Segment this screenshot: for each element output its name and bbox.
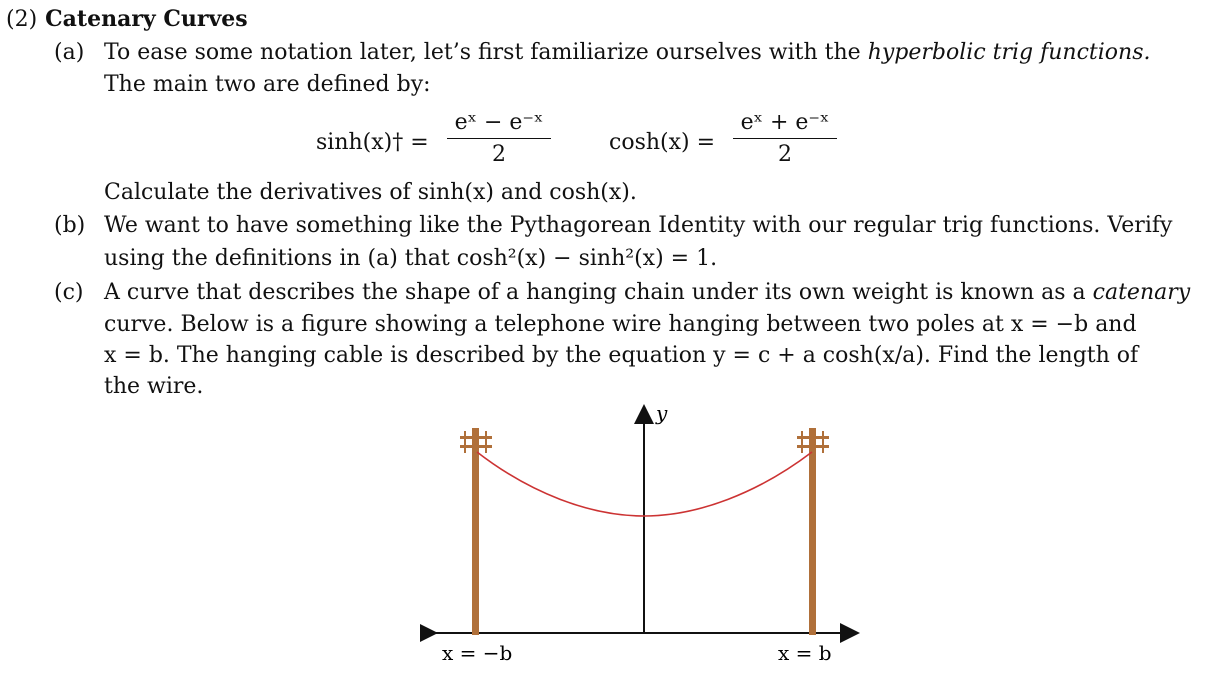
right-pole-post	[809, 428, 816, 635]
part-a-line-3: Calculate the derivatives of sinh(x) and cosh(x).	[104, 180, 637, 205]
cosh-numerator: eˣ + e⁻ˣ	[740, 110, 830, 135]
sinh-lhs: sinh(x)† =	[316, 130, 429, 155]
part-a-line-1-text: To ease some notation later, let’s first familiarize ourselves with the	[104, 40, 868, 65]
cosh-fraction-bar	[733, 138, 837, 139]
problem-heading	[6, 6, 248, 32]
part-c-line-3: x = b. The hanging cable is described by the equation y = c + a cosh(x/a). Find the length of	[104, 343, 1139, 368]
problem-number: (2)	[6, 7, 38, 32]
sinh-fraction	[447, 110, 551, 167]
part-b-line-1: We want to have something like the Pythagorean Identity with our regular trig functions. Verify	[104, 213, 1173, 238]
part-a-line-1	[104, 40, 1150, 65]
part-a-emphasis: hyperbolic trig functions.	[867, 40, 1151, 65]
left-pole-post	[472, 428, 479, 635]
sinh-fraction-bar	[447, 138, 551, 139]
problem-title: Catenary Curves	[45, 6, 248, 32]
part-c-line-2: curve. Below is a figure showing a telephone wire hanging between two poles at x = −b and	[104, 312, 1137, 337]
part-c-line-1	[104, 280, 1190, 305]
sinh-denominator: 2	[492, 142, 506, 168]
part-b-label: (b)	[54, 213, 86, 238]
right-pole-label: x = b	[778, 641, 832, 665]
part-a-label: (a)	[54, 40, 85, 65]
catenary-figure	[420, 398, 870, 668]
cosh-lhs: cosh(x) =	[609, 130, 716, 155]
part-c-label: (c)	[54, 280, 84, 305]
part-b-line-2: using the definitions in (a) that cosh²(x) − sinh²(x) = 1.	[104, 246, 718, 271]
y-axis-label: y	[656, 401, 668, 425]
part-c-emphasis: catenary	[1092, 280, 1191, 305]
cosh-fraction	[733, 110, 837, 167]
cosh-denominator: 2	[778, 142, 792, 168]
part-a-line-2: The main two are defined by:	[104, 72, 431, 97]
part-c-line-4: the wire.	[104, 374, 204, 399]
sinh-numerator: eˣ − e⁻ˣ	[454, 110, 544, 135]
left-pole-label: x = −b	[442, 641, 513, 665]
part-c-line-1-text: A curve that describes the shape of a hanging chain under its own weight is known as a	[104, 280, 1093, 305]
